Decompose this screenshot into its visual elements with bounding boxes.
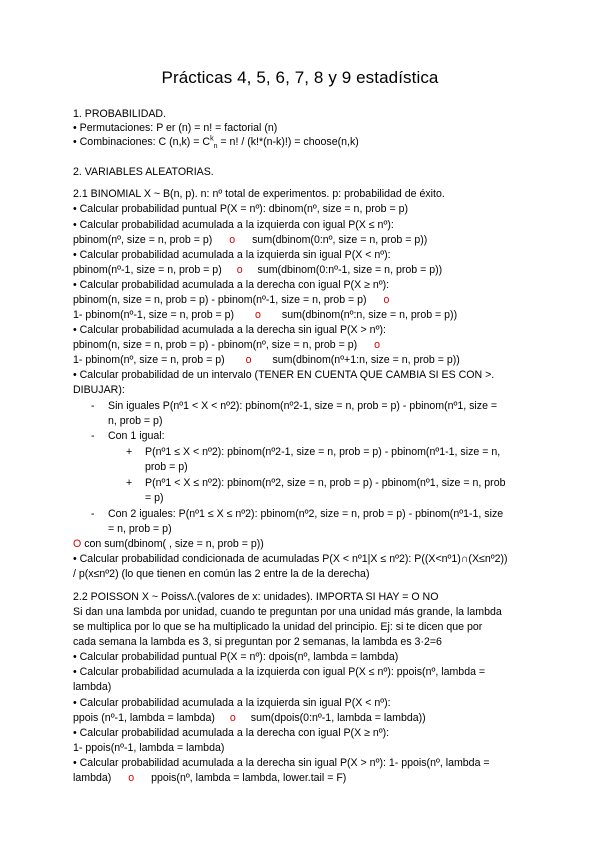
list-plus: + — [126, 477, 133, 489]
binomial-der-sin-igual-formula2: 1- pbinom(nº, size = n, prob = p) o sum(dbinom(nº+1:n, size = n, prob = p)) — [73, 354, 460, 366]
list-dash: - — [91, 400, 95, 412]
or-marker: o — [255, 309, 261, 321]
poisson-puntual: • Calcular probabilidad puntual P(X = nº): dpois(nº, lambda = lambda) — [73, 651, 399, 663]
binomial-intervalo: • Calcular probabilidad de un intervalo (TENER EN CUENTA QUE CAMBIA SI ES CON >. — [73, 369, 495, 381]
binomial-con-sum: O con sum(dbinom( , size = n, prob = p)) — [73, 538, 264, 550]
poisson-der-sin-igual-formula: lambda) o ppois(nº, lambda = lambda, lower.tail = F) — [73, 772, 347, 784]
combinaciones-line: • Combinaciones: C $(n,k) = C^k_n = n$! / (k!*(n-k)!) = choose(n,k) — [73, 135, 359, 151]
list-dash: - — [91, 508, 95, 520]
intervalo-sin-iguales-cont: n, prob = p) — [108, 415, 163, 427]
binomial-heading: 2.1 BINOMIAL X ~ B(n, p). n: nº total de experimentos. p: probabilidad de éxito. — [73, 188, 445, 200]
binomial-izq-sin-igual: • Calcular probabilidad acumulada a la izquierda sin igual P(X < nº): — [73, 249, 391, 261]
intervalo-1-igual-der-cont: = p) — [145, 492, 164, 504]
binomial-der-con-igual-formula2: 1- pbinom(nº-1, size = n, prob = p) o sum(dbinom(nº:n, size = n, prob = p)) — [73, 309, 458, 321]
list-plus: + — [126, 446, 133, 458]
binomial-condicionada: • Calcular probabilidad condicionada de acumuladas P(X < nº1|X ≤ nº2): P((X<nº1)∩(X≤nº2)) — [73, 553, 508, 565]
binomial-condicionada-cont: / p(x≤nº2) (lo que tienen en común las 2 entre la de la derecha) — [73, 568, 370, 580]
intervalo-1-igual-der: P(nº1 < X ≤ nº2): pbinom(nº2, size = n, prob = p) - pbinom(nº1, size = n, prob — [145, 477, 506, 489]
binomial-der-con-igual: • Calcular probabilidad acumulada a la derecha con igual P(X ≥ nº): — [73, 279, 390, 291]
intervalo-con-1-igual: Con 1 igual: — [108, 430, 165, 442]
page-title: Prácticas 4, 5, 6, 7, 8 y 9 estadística — [161, 68, 439, 87]
or-marker: o — [229, 712, 236, 724]
binomial-der-con-igual-formula1: pbinom(n, size = n, prob = p) - pbinom(nº-1, size = n, prob = p) o — [73, 294, 390, 306]
binomial-der-sin-igual-formula1: pbinom(n, size = n, prob = p) - pbinom(nº, size = n, prob = p) o — [73, 339, 381, 351]
binomial-izq-con-igual-formula: pbinom(nº, size = n, prob = p) o sum(dbinom(0:nº, size = n, prob = p)) — [73, 234, 428, 246]
or-marker: o — [374, 339, 381, 351]
poisson-note-1: Si dan una lambda por unidad, cuando te preguntan por una unidad más grande, la lambda — [73, 606, 502, 618]
poisson-der-con-igual-formula: 1- ppois(nº-1, lambda = lambda) — [73, 742, 225, 754]
poisson-heading: 2.2 POISSON X ~ PoissΛ.(valores de x: unidades). IMPORTA SI HAY = O NO — [73, 591, 439, 603]
permutaciones-line: • Permutaciones: P er (n) = n! = factorial (n) — [73, 122, 278, 134]
section-heading-variables: 2. VARIABLES ALEATORIAS. — [73, 166, 214, 178]
binomial-puntual: • Calcular probabilidad puntual P(X = nº): dbinom(nº, size = n, prob = p) — [73, 203, 409, 215]
binomial-intervalo-dibujar: DIBUJAR): — [73, 384, 125, 396]
or-marker: o — [128, 772, 135, 784]
poisson-izq-con-igual-cont: lambda) — [73, 681, 112, 693]
binomial-der-sin-igual: • Calcular probabilidad acumulada a la derecha sin igual P(X > nº): — [73, 324, 386, 336]
or-marker: o — [229, 234, 236, 246]
poisson-izq-sin-igual-formula: ppois (nº-1, lambda = lambda) o sum(dpois(0:nº-1, lambda = lambda)) — [73, 712, 426, 724]
intervalo-1-igual-izq: P(nº1 ≤ X < nº2): pbinom(nº2-1, size = n, prob = p) - pbinom(nº1-1, size = n, — [145, 446, 501, 458]
section-heading-probabilidad: 1. PROBABILIDAD. — [73, 108, 167, 120]
intervalo-1-igual-izq-cont: prob = p) — [145, 461, 188, 473]
poisson-izq-sin-igual: • Calcular probabilidad acumulada a la izquierda sin igual P(X < nº): — [73, 697, 391, 709]
or-marker: o — [236, 264, 243, 276]
poisson-note-3: cada semana la lambda es 3, si preguntan por 2 semanas, la lambda es 3·2=6 — [73, 636, 442, 648]
list-dash: - — [91, 430, 95, 442]
or-marker: o — [245, 354, 252, 366]
intervalo-con-2-iguales: Con 2 iguales: P(nº1 ≤ X ≤ nº2): pbinom(nº2, size = n, prob = p) - pbinom(nº1-1, size — [108, 508, 504, 520]
binomial-izq-con-igual: • Calcular probabilidad acumulada a la izquierda con igual P(X ≤ nº): — [73, 219, 394, 231]
poisson-der-con-igual: • Calcular probabilidad acumulada a la derecha con igual P(X ≥ nº): — [73, 727, 390, 739]
poisson-der-sin-igual: • Calcular probabilidad acumulada a la derecha sin igual P(X > nº): 1- ppois(nº, lambda = — [73, 757, 490, 769]
intervalo-sin-iguales: Sin iguales P(nº1 < X < nº2): pbinom(nº2-1, size = n, prob = p) - pbinom(nº1, size = — [108, 400, 498, 412]
poisson-izq-con-igual: • Calcular probabilidad acumulada a la izquierda con igual P(X ≤ nº): ppois(nº, lambda = — [73, 666, 486, 678]
or-marker: O — [73, 538, 82, 550]
intervalo-con-2-iguales-cont: = n, prob = p) — [108, 523, 172, 535]
poisson-note-2: se multiplica por lo que se ha multiplicado la unidad del principio. Ej: si te dicen que por — [73, 621, 483, 633]
binomial-izq-sin-igual-formula: pbinom(nº-1, size = n, prob = p) o sum(dbinom(0:nº-1, size = n, prob = p)) — [73, 264, 443, 276]
or-marker: o — [383, 294, 390, 306]
